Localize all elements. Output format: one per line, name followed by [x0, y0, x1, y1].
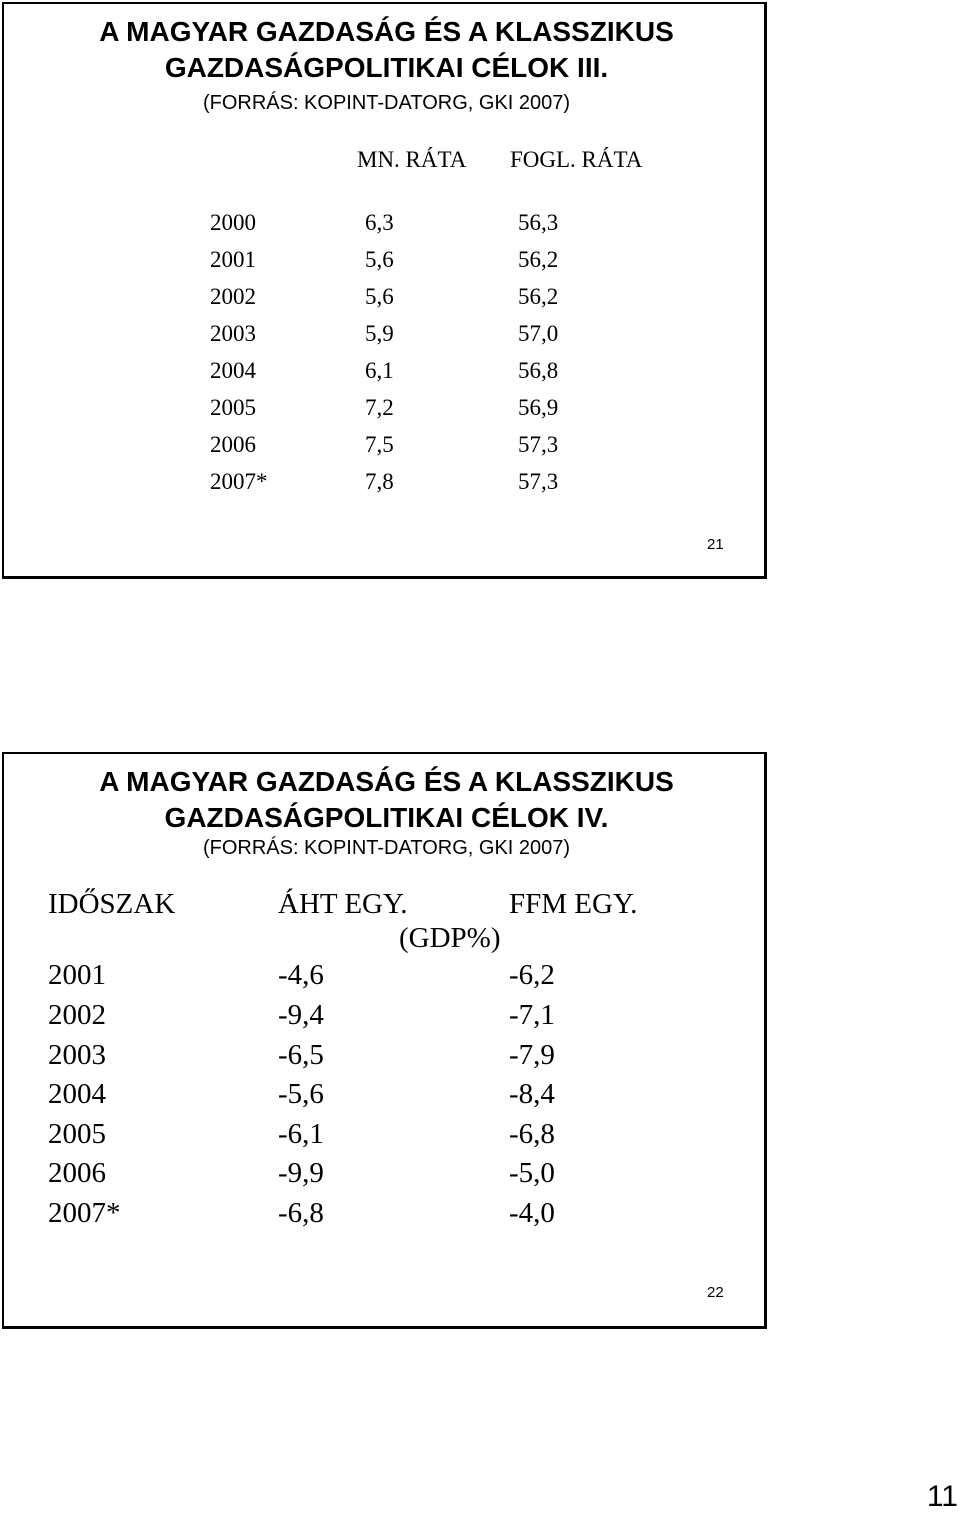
table-cell-ffm: -5,0	[509, 1157, 555, 1189]
header-ffm-egy: FFM EGY.	[509, 888, 638, 920]
table-cell-year: 2007*	[210, 469, 268, 494]
table-cell-period: 2001	[48, 959, 106, 991]
page-number: 11	[926, 1480, 958, 1513]
table-cell-period: 2007*	[48, 1197, 121, 1229]
table-cell-aht: -6,5	[278, 1039, 324, 1071]
table-cell-year: 2001	[210, 247, 256, 272]
table-cell-aht: -4,6	[278, 959, 324, 991]
slide-title-line2: GAZDASÁGPOLITIKAI CÉLOK III.	[164, 52, 609, 83]
table-cell-aht: -6,1	[278, 1118, 324, 1150]
table-cell-fogl: 56,9	[518, 395, 559, 420]
table-cell-year: 2006	[210, 432, 256, 457]
table-cell-ffm: -6,2	[509, 959, 555, 991]
table-cell-period: 2006	[48, 1157, 106, 1189]
table-cell-ffm: -8,4	[509, 1078, 555, 1110]
table-cell-period: 2004	[48, 1078, 106, 1110]
table-cell-fogl: 56,8	[518, 358, 559, 383]
header-mn-rata: MN. RÁTA	[357, 147, 467, 172]
table-cell-fogl: 56,2	[518, 247, 559, 272]
header-idoszak: IDŐSZAK	[48, 888, 176, 920]
table-cell-ffm: -7,9	[509, 1039, 555, 1071]
table-cell-mn: 5,6	[365, 284, 394, 309]
table-cell-year: 2002	[210, 284, 256, 309]
table-cell-ffm: -6,8	[509, 1118, 555, 1150]
header-gdp-percent: (GDP%)	[399, 922, 501, 954]
table-cell-period: 2002	[48, 999, 106, 1031]
table-cell-ffm: -7,1	[509, 999, 555, 1031]
table-cell-mn: 7,8	[365, 469, 394, 494]
table-cell-aht: -6,8	[278, 1197, 324, 1229]
table-cell-aht: -9,9	[278, 1157, 324, 1189]
slide-source: (FORRÁS: KOPINT-DATORG, GKI 2007)	[202, 837, 571, 859]
table-cell-aht: -9,4	[278, 999, 324, 1031]
slide-source: (FORRÁS: KOPINT-DATORG, GKI 2007)	[202, 92, 571, 114]
table-cell-fogl: 57,3	[518, 432, 559, 457]
slide-22	[2, 752, 767, 1329]
table-cell-mn: 6,1	[365, 358, 394, 383]
table-cell-ffm: -4,0	[509, 1197, 555, 1229]
table-cell-year: 2003	[210, 321, 256, 346]
table-cell-year: 2004	[210, 358, 256, 383]
table-cell-mn: 7,2	[365, 395, 394, 420]
table-cell-fogl: 56,2	[518, 284, 559, 309]
header-fogl-rata: FOGL. RÁTA	[510, 147, 643, 172]
table-cell-period: 2005	[48, 1118, 106, 1150]
table-cell-aht: -5,6	[278, 1078, 324, 1110]
slide-page-number: 22	[707, 1284, 724, 1301]
slide-title-line1: A MAGYAR GAZDASÁG ÉS A KLASSZIKUS	[99, 766, 674, 797]
table-cell-mn: 6,3	[365, 210, 394, 235]
table-cell-mn: 5,9	[365, 321, 394, 346]
table-cell-fogl: 57,3	[518, 469, 559, 494]
table-cell-fogl: 57,0	[518, 321, 559, 346]
table-cell-fogl: 56,3	[518, 210, 559, 235]
slide-title-line2: GAZDASÁGPOLITIKAI CÉLOK IV.	[164, 802, 609, 833]
table-cell-year: 2005	[210, 395, 256, 420]
slide-21	[2, 2, 767, 579]
slide-page-number: 21	[707, 536, 724, 553]
table-cell-mn: 5,6	[365, 247, 394, 272]
slide-title-line1: A MAGYAR GAZDASÁG ÉS A KLASSZIKUS	[99, 16, 674, 47]
table-cell-mn: 7,5	[365, 432, 394, 457]
table-cell-year: 2000	[210, 210, 256, 235]
header-aht-egy: ÁHT EGY.	[278, 888, 408, 920]
table-cell-period: 2003	[48, 1039, 106, 1071]
